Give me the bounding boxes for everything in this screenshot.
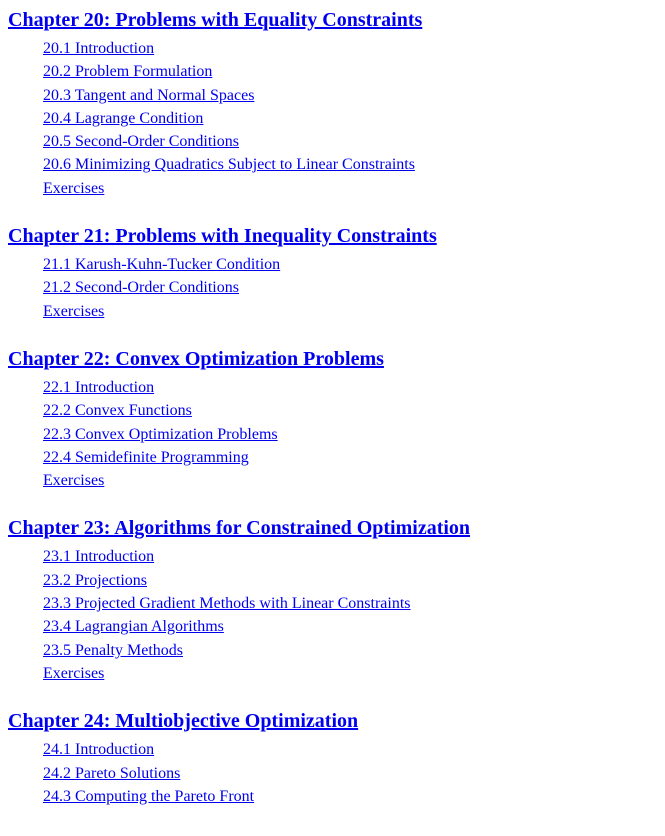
chapter-23 xyxy=(8,516,665,685)
section-link[interactable]: 24.3 Computing the Pareto Front xyxy=(43,787,255,805)
section-link[interactable]: 23.3 Projected Gradient Methods with Linear Constraints xyxy=(43,595,411,613)
list-item xyxy=(43,446,665,469)
section-link[interactable]: 23.4 Lagrangian Algorithms xyxy=(43,618,224,636)
chapter-title-link[interactable]: Chapter 20: Problems with Equality Constraints xyxy=(8,9,423,31)
list-item xyxy=(43,662,665,685)
section-link[interactable]: 22.1 Introduction xyxy=(43,378,155,396)
exercises-link[interactable]: Exercises xyxy=(43,472,105,490)
section-link[interactable]: 23.2 Projections xyxy=(43,571,147,589)
list-item xyxy=(43,107,665,130)
list-item xyxy=(43,615,665,638)
chapter-24 xyxy=(8,709,665,808)
section-link[interactable]: 20.5 Second-Order Conditions xyxy=(43,133,239,151)
section-link[interactable]: 23.5 Penalty Methods xyxy=(43,641,183,659)
section-link[interactable]: 24.1 Introduction xyxy=(43,741,155,759)
list-item xyxy=(43,376,665,399)
list-item xyxy=(43,545,665,568)
list-item xyxy=(43,177,665,200)
section-list xyxy=(8,253,665,323)
section-link[interactable]: 20.1 Introduction xyxy=(43,40,155,57)
section-list xyxy=(8,545,665,685)
list-item xyxy=(43,469,665,492)
section-link[interactable]: 20.6 Minimizing Quadratics Subject to Linear Constraints xyxy=(43,156,415,174)
list-item xyxy=(43,276,665,299)
list-item xyxy=(43,762,665,785)
list-item xyxy=(43,300,665,323)
section-list xyxy=(8,37,665,200)
chapter-21 xyxy=(8,224,665,323)
section-link[interactable]: 20.3 Tangent and Normal Spaces xyxy=(43,86,255,104)
section-link[interactable]: 22.2 Convex Functions xyxy=(43,402,192,420)
exercises-link[interactable]: Exercises xyxy=(43,179,105,197)
chapter-title-link[interactable]: Chapter 21: Problems with Inequality Constraints xyxy=(8,225,437,248)
exercises-link[interactable]: Exercises xyxy=(43,302,105,320)
chapter-title-link[interactable]: Chapter 23: Algorithms for Constrained Optimization xyxy=(8,517,471,540)
section-list xyxy=(8,376,665,492)
chapter-22 xyxy=(8,347,665,492)
list-item xyxy=(43,399,665,422)
chapter-20 xyxy=(8,8,665,200)
list-item xyxy=(43,60,665,83)
list-item xyxy=(43,639,665,662)
section-list xyxy=(8,738,665,808)
section-link[interactable]: 21.2 Second-Order Conditions xyxy=(43,279,239,297)
section-link[interactable]: 20.4 Lagrange Condition xyxy=(43,109,204,127)
section-link[interactable]: 20.2 Problem Formulation xyxy=(43,63,213,81)
chapter-title-link[interactable]: Chapter 24: Multiobjective Optimization xyxy=(8,710,359,733)
list-item xyxy=(43,84,665,107)
list-item xyxy=(43,592,665,615)
list-item xyxy=(43,785,665,808)
section-link[interactable]: 24.2 Pareto Solutions xyxy=(43,764,181,782)
section-link[interactable]: 22.4 Semidefinite Programming xyxy=(43,448,249,466)
list-item xyxy=(43,569,665,592)
list-item xyxy=(43,738,665,761)
list-item xyxy=(43,37,665,60)
list-item xyxy=(43,153,665,176)
list-item xyxy=(43,130,665,153)
chapter-title-link[interactable]: Chapter 22: Convex Optimization Problems xyxy=(8,347,384,370)
exercises-link[interactable]: Exercises xyxy=(43,664,105,682)
section-link[interactable]: 22.3 Convex Optimization Problems xyxy=(43,425,278,443)
list-item xyxy=(43,423,665,446)
list-item xyxy=(43,253,665,276)
section-link[interactable]: 23.1 Introduction xyxy=(43,548,155,566)
section-link[interactable]: 21.1 Karush-Kuhn-Tucker Condition xyxy=(43,256,281,274)
